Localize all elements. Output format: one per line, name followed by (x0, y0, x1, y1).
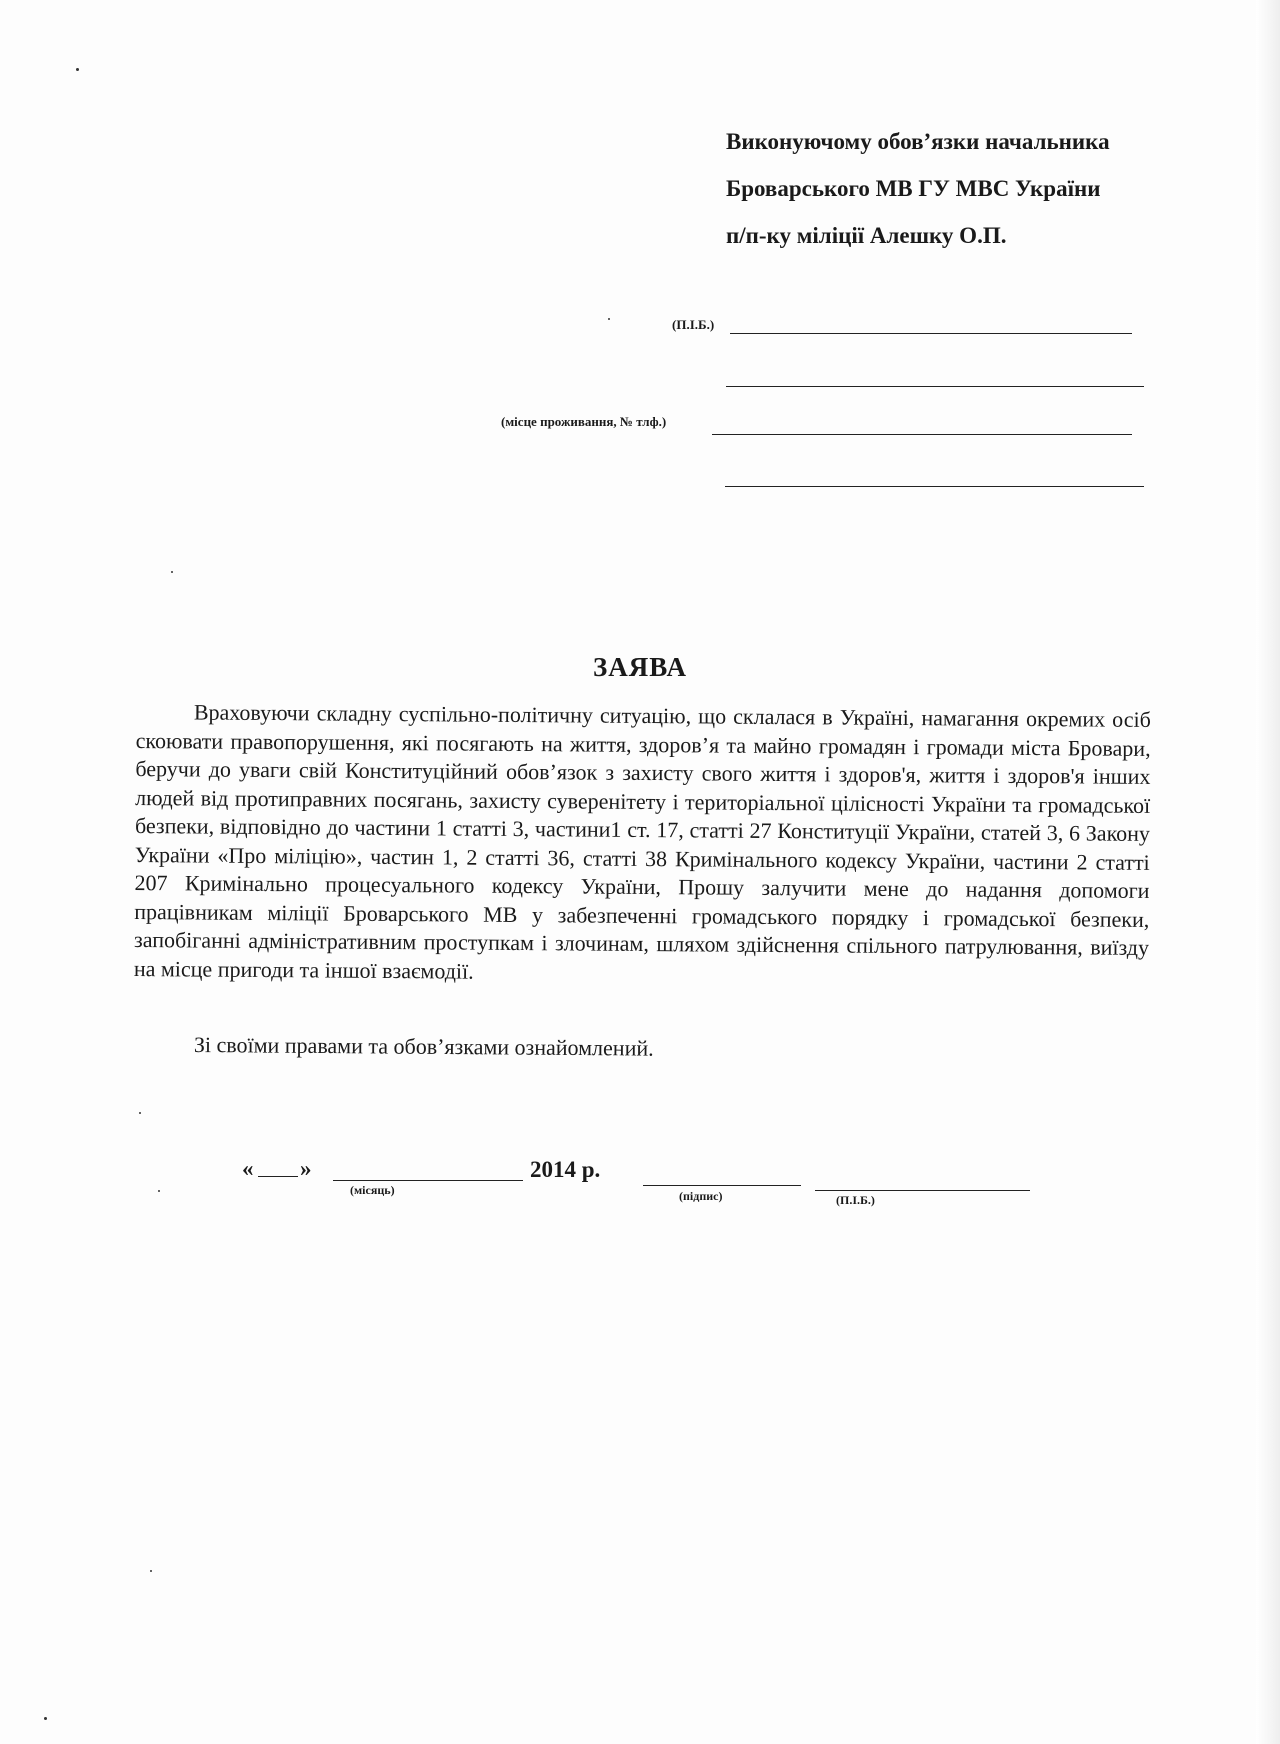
scan-speck (158, 1190, 160, 1192)
scan-speck (44, 1717, 47, 1720)
signature-caption: (підпис) (679, 1189, 723, 1203)
year-text: 2014 р. (530, 1157, 601, 1182)
page-edge-shadow (1256, 0, 1280, 1744)
statement-body: Враховуючи складну суспільно-політичну ситуацію, що склалася в Україні, намагання окремих осіб скоювати правопорушення, які посягають на життя, здоров’я та майно громадян і громади міста Бровари, беручи до уваги свій Конституційний обов’язок з захисту свого життя і здоров'я, життя і здоров'я інших людей від протиправних посягань, захисту суверенітету і територіальної цілісності України та громадської безпеки, відповідно до частини 1 статті 3, частини1 ст. 17, статті 27 Конституції України, статей 3, 6 Закону України «Про міліцію», частин 1, 2 статті 36, статті 38 Кримінального кодексу України, частини 2 статті 207 Кримінально процесуального кодексу України, Прошу залучити мене до надання допомоги працівникам міліції Броварського МВ у забезпеченні громадського порядку і громадської безпеки, запобіганні адміністративним проступкам і злочинам, шляхом здійснення спільного патрулювання, виїзду на місце пригоди та іншої взаємодії. (133, 699, 1151, 984)
scan-speck (608, 318, 610, 320)
name-caption: (П.І.Б.) (836, 1193, 875, 1207)
scan-speck (76, 68, 79, 71)
scan-speck (171, 571, 173, 573)
scan-speck (150, 1570, 152, 1572)
date-open-quote: « (242, 1156, 254, 1181)
signature-blank-line[interactable] (643, 1185, 801, 1186)
addressee-block (726, 118, 1110, 259)
month-caption: (місяць) (350, 1183, 395, 1197)
addressee-line-1: Виконуючому обов’язки начальника (726, 129, 1110, 154)
address-field-label: (місце проживання, № тлф.) (501, 414, 667, 429)
addressee-line-2: Броварського МВ ГУ МВС України (726, 176, 1101, 201)
addressee-line-3: п/п-ку міліції Алешку О.П. (726, 223, 1007, 248)
address-field-line-2[interactable] (725, 486, 1144, 487)
name-field-line[interactable] (730, 333, 1132, 334)
day-blank-line[interactable] (258, 1176, 298, 1177)
name-blank-line[interactable] (815, 1190, 1030, 1191)
name-field-line-2[interactable] (726, 386, 1144, 387)
scan-speck (139, 1112, 141, 1114)
document-title: ЗАЯВА (592, 652, 688, 682)
name-field-label: (П.І.Б.) (672, 317, 715, 332)
acknowledgement-line: Зі своїми правами та обов’язками ознайомлений. (193, 1032, 654, 1061)
address-field-line[interactable] (712, 434, 1132, 435)
date-close-quote: » (300, 1156, 312, 1181)
month-blank-line[interactable] (333, 1180, 523, 1181)
